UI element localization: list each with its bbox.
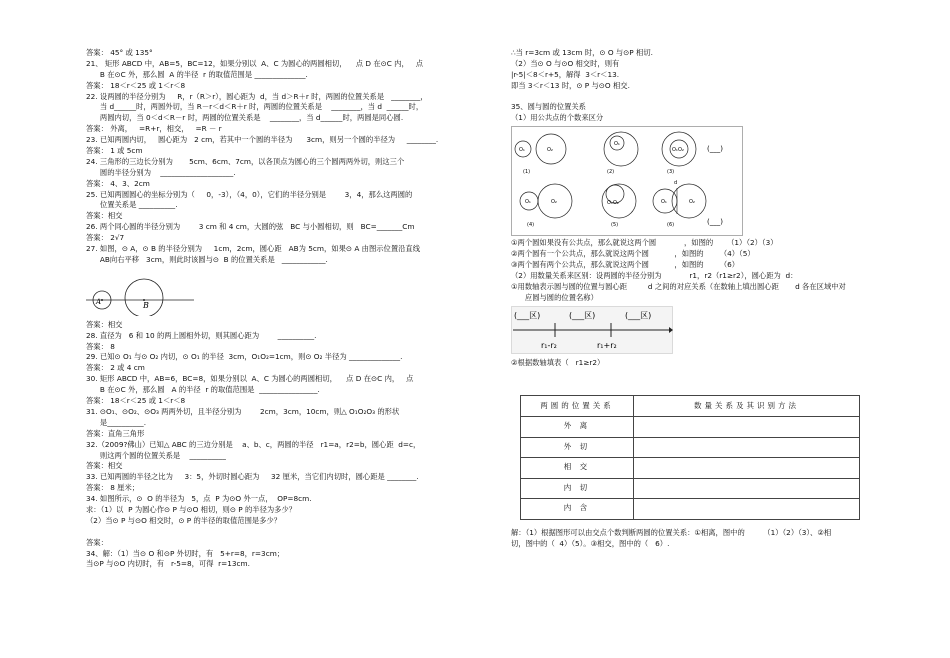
o2-label: O₂ [547,147,553,154]
text-line: 答案： 2 或 4 cm [86,363,145,373]
text-line: 35、圆与圆的位置关系 [511,102,586,112]
axis-region-1: (___区) [514,310,541,320]
fig-label-1: (1) [523,169,531,176]
text-line: 答案： 8 [86,341,115,351]
text-line: ①用数轴表示圆与圆的位置与圆心距 d 之间的对应关系（在数轴上填出圆心距 d 各在区域中对 [511,281,846,291]
table-row [521,458,860,479]
figure-label-a: A [96,297,102,306]
solution-block [511,528,881,550]
table-row [521,417,860,438]
text-line: （1）用公共点的个数来区分 [511,113,604,123]
text-line: ②两个圆有一个公共点，那么就说这两个圆 ，如图的 （4）（5） [511,249,755,259]
text-line: 答案： [86,537,108,547]
text-line: 31. ⊙O₁、⊙O₂、⊙O₃ 两两外切，且半径分别为 2cm，3cm，10cm，则△ O₁O₂O₃ 的形状 [86,406,400,416]
text-line: 当⊙P 与⊙O 内切时，有 r-5=8，可得 r=13cm. [86,559,250,569]
fig-label-4: (4) [527,222,535,229]
axis-label-diff: r₁-r₂ [541,340,557,350]
text-line: 32.（2009?佛山）已知△ ABC 的三边分别是 a、b、c，两圆的半径 r1=a，r2=b，圆心距 d=c， [86,439,421,449]
text-line: 21、 矩形 ABCD 中，AB=5，BC=12，如果分别以 A、C 为圆心的两圆相切， 点 D 在⊙C 内， 点 [86,58,424,68]
axis-region-2: (___区) [569,310,596,320]
table-cell: 内 含 [521,499,634,520]
figure-27 [86,268,458,318]
text-line: （2）当⊙ O 与⊙O 相交时，则有 [511,58,620,68]
fig-label-3: (3) [667,169,675,176]
table-cell-empty [634,499,860,520]
figure-35 [511,126,881,238]
text-line: 答案： 4、3、2cm [86,178,150,188]
text-line: 即当 3＜r＜13 时，⊙ P 与⊙O 相交. [511,80,630,90]
text-line: 答案： 45° 或 135° [86,48,153,57]
o2-label: O₂ [551,199,557,206]
text-line: ③两个圆有两个公共点，那么就说这两个圆 ，如图的 （6） [511,260,740,270]
text-line: 答案： 18＜r＜25 或 1＜r＜8 [86,396,186,406]
text-line: 答案： 2√7 [86,233,125,243]
blank-top: (___) [707,145,723,154]
fig-label-5: (5) [611,222,619,229]
text-line: （2）当⊙ P 与⊙O 相交时，⊙ P 的半径的取值范围是多少？ [86,515,282,525]
table-row [521,478,860,499]
o12-label: O₁O₂ [672,147,684,154]
table-header: 数量关系及其识别方法 [634,396,860,417]
text-line [511,92,881,103]
text-line: 答案： 1 或 5cm [86,146,143,156]
o1-label: O₁ [661,199,667,206]
text-line: 则这两个圆的位置关系是 __________ [86,450,226,460]
text-line: 25. 已知两圆圆心的坐标分别为（ 0，-3），（4，0），它们的半径分别是 3，4，那么这两圆的 [86,189,413,199]
o1-label: O₁ [519,147,525,154]
text-line: AB向右平移 3cm，则此时该圆与⊙ B 的位置关系是 ____________. [86,254,328,264]
table-cell-empty [634,437,860,458]
text-line: 答案： 8 厘米； [86,483,140,493]
right-block-1 [511,48,881,124]
text-line: 26. 两个同心圆的半径分别为 3 cm 和 4 cm，大圆的弦 BC 与小圆相切，则 BC=_______Cm [86,222,415,232]
left-block-2 [86,320,458,570]
text-line: 当 d______时，两圆外切，当 R－r＜d＜R＋r 时，两圆的位置关系是 ________，当 d ______时， [86,102,424,112]
position-table [520,395,860,520]
text-line: 答案： 18＜r＜25 或 1＜r＜8 [86,80,186,90]
o12-label: O₁O₂ [607,200,619,207]
text-line: B 在⊙C 外，那么圆 A 的半径 r 的取值范围是 ______________. [86,69,308,79]
table-cell-empty [634,417,860,438]
table-cell: 外 离 [521,417,634,438]
text-line: 33. 已知两圆的半径之比为 3：5，外切时圆心距为 32 厘米，当它们内切时，圆心距是 ________. [86,472,419,482]
figure-label-b: B [143,300,149,310]
text-line: 24. 三角形的三边长分别为 5cm、6cm、7cm，以各顶点为圆心的三个圆两两外切，则这三个 [86,156,405,166]
table-cell-empty [634,478,860,499]
axis-label-sum: r₁+r₂ [597,340,617,350]
table-header: 两圆的位置关系 [521,396,634,417]
text-line: 答案：相交 [86,461,123,471]
table-cell: 外 切 [521,437,634,458]
right-column [511,48,881,368]
right-block-2 [511,238,881,303]
table-header-row [521,396,860,417]
table-row [521,437,860,458]
axis-region-3: (___区) [625,310,652,320]
text-line: （2）用数量关系来区别：设两圆的半径分别为 r1，r2（r1≥r2），圆心距为 d： [511,270,798,280]
text-line: 圆的半径分别为 ____________________. [86,167,236,177]
table-cell: 相 交 [521,458,634,479]
solution-line: 解：（1）根据图形可以由交点个数判断两圆的位置关系：①相离，图中的 （1）（2）（3）、②相 [511,528,832,537]
fig-label-2: (2) [607,169,615,176]
fig-label-6: (6) [667,222,675,229]
text-line: 位置关系是 __________. [86,200,178,210]
text-line: 是__________. [86,417,147,427]
text-line: 应圆与圆的位置名称） [511,292,598,302]
left-column [86,48,458,570]
text-line: 34、解：（1）当⊙ O 和⊙P 外切时，有 5+r=8，r=3cm； [86,548,285,558]
text-line: 34. 如图所示，⊙ O 的半径为 5，点 P 为⊙O 外一点， OP=8cm. [86,494,312,504]
text-line [86,527,458,538]
o1-label: O₁ [525,199,531,206]
text-line: 30. 矩形 ABCD 中，AB=6，BC=8，如果分别以 A、C 为圆心的两圆相切， 点 D 在⊙C 内， 点 [86,374,414,384]
text-line: 求：（1）以 P 为圆心作⊙ P 与⊙O 相切，则⊙ P 的半径为多少？ [86,504,297,514]
table-cell: 内 切 [521,478,634,499]
text-line: 23. 已知两圆内切， 圆心距为 2 cm，若其中一个圆的半径为 3cm，则另一个圆的半径为 ________. [86,135,439,145]
text-line: 28. 直径为 6 和 10 的两上圆相外切，则其圆心距为 __________. [86,330,317,340]
solution-line: 切，图中的（ 4）（5）。③相交，图中的（ 6）. [511,538,670,548]
number-axis [511,306,881,356]
text-line: 答案： 外离， =R+r，相交， =R － r [86,124,222,134]
text-line: 答案：相交 [86,319,123,329]
table-cell-empty [634,458,860,479]
text-line: ∴当 r=3cm 或 13cm 时，⊙ O 与⊙P 相切. [511,48,653,57]
d-label: d [674,180,678,187]
text-line: |r-5|＜8＜r+5，解得 3＜r＜13. [511,69,620,79]
text-line: 答案：相交 [86,211,123,221]
blank-bottom: (___) [707,218,723,227]
text-line: 22. 设两圆的半径分别为 R，r（R＞r），圆心距为 d，当 d＞R＋r 时，两圆的位置关系是 ________， [86,91,428,101]
text-line: 两圆内切，当 0＜d＜R－r 时，两圆的位置关系是 ________，当 d______时，两圆是同心圆. [86,113,404,123]
table-row [521,499,860,520]
o2-label: O₂ [689,199,695,206]
left-block-1 [86,48,458,266]
text-line: 27. 如图，⊙ A，⊙ B 的半径分别为 1cm，2cm，圆心距 AB为 5cm，如果⊙ A 由图示位置沿直线 [86,244,421,254]
o1-label: O₁ [614,141,620,148]
text-line: B 在⊙C 外，那么圆 A 的半径 r 的取值范围是 ________________. [86,385,320,395]
text-line: 29. 已知⊙ O₁ 与⊙ O₂ 内切，⊙ O₁ 的半径 3cm，O₁O₂=1cm，则⊙ O₂ 半径为 ______________. [86,352,403,362]
text-line: 答案：直角三角形 [86,428,145,438]
table-caption: ②根据数轴填表（ r1≥r2） [511,357,605,367]
text-line: ①两个圆如果没有公共点，那么就说这两个圆 ，如图的 （1）（2）（3） [511,238,778,248]
